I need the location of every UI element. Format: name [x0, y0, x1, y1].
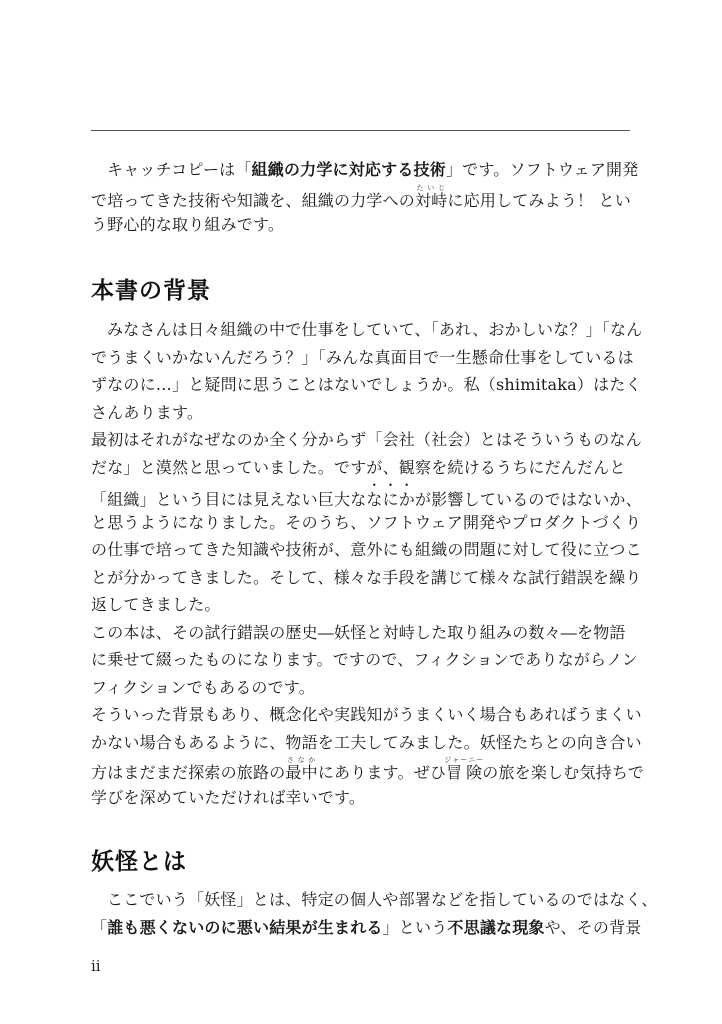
section1-body [91, 316, 645, 811]
text-line: かない場合もあるように、物語を工夫してみました。妖怪たちとの向き合い [91, 732, 642, 752]
text-line: そういった背景もあり、概念化や実践知がうまくいく場合もあればうまくい [91, 705, 642, 724]
text-line: だな」と漠然と思っていました。ですが、観察を続けるうちにだんだんと [91, 457, 626, 477]
emphasis-dots: なにか [366, 490, 416, 509]
text-line: の仕事で培ってきた知識や技術が、意外にも組織の問題に対して役に立つこ [91, 540, 642, 559]
catchphrase: 組織の力学に対応する技術 [251, 160, 446, 179]
text-line: とが分かってきました。そして、様々な手段を講じて様々な試行錯誤を繰り [91, 567, 642, 587]
text-line: に乗せて綴ったものになります。ですので、フィクションでありながらノン [91, 650, 638, 669]
text-line: 最初はそれがなぜなのか全く分からず「会社（社会）とはそういうものなん [91, 430, 642, 449]
ruby-sanaka: 最中さなか [285, 756, 318, 782]
text-line: でうまくいかないんだろう？」「みんな真面目で一生懸命仕事をしているは [91, 347, 634, 367]
intro-paragraph [91, 156, 639, 239]
text-line: フィクションでもあるのです。 [91, 677, 315, 697]
bold-phrase: 不思議な現象 [447, 917, 545, 937]
text-line: さんあります。 [91, 402, 204, 422]
text-line: 学びを深めていただければ幸いです。 [91, 787, 366, 807]
section2-body [91, 886, 658, 941]
ruby-taiji: 対峙たいじ [415, 183, 448, 210]
text-line: この本は、その試行錯誤の歴史―妖怪と対峙した取り組みの数々―を物語 [91, 622, 626, 642]
text-line: みなさんは日々組織の中で仕事をしていて、「あれ、おかしいな？」「なん [107, 320, 643, 339]
text-line: 返してきました。 [91, 595, 221, 614]
section-heading-yokai: 妖怪とは [91, 849, 187, 875]
text-line: と思うようになりました。そのうち、ソフトウェア開発やプロダクトづくり [91, 512, 642, 532]
intro-line-1: キャッチコピーは「組織の力学に対応する技術」です。ソフトウェア開発 [107, 160, 639, 179]
bold-phrase: 誰も悪くないのに悪い結果が生まれる [107, 917, 383, 937]
intro-line-2: で培ってきた技術や知識を、組織の力学への対峙たいじに応用してみよう！ とい [91, 183, 631, 210]
header-rule [91, 130, 630, 131]
intro-line-3: う野心的な取り組みです。 [91, 215, 285, 234]
text-line: 方はまだまだ探索の旅路の最中さなかにあります。ぜひ冒険ジャーニーの旅を楽しむ気持ちで [91, 756, 645, 782]
text-line: 「誰も悪くないのに悪い結果が生まれる」という不思議な現象や、その背景 [91, 917, 642, 937]
text-line: 「組織」という目には見えない巨大ななにかが影響しているのではないか、 [91, 490, 642, 509]
page-number: ii [91, 957, 101, 975]
text-line: ここでいう「妖怪」とは、特定の個人や部署などを指しているのではなく、 [107, 890, 658, 909]
section-heading-background: 本書の背景 [91, 278, 211, 304]
text-line: ずなのに…」と疑問に思うことはないでしょうか。私（shimitaka）はたく [91, 375, 642, 394]
ruby-journey: 冒険ジャーニー [444, 756, 485, 782]
